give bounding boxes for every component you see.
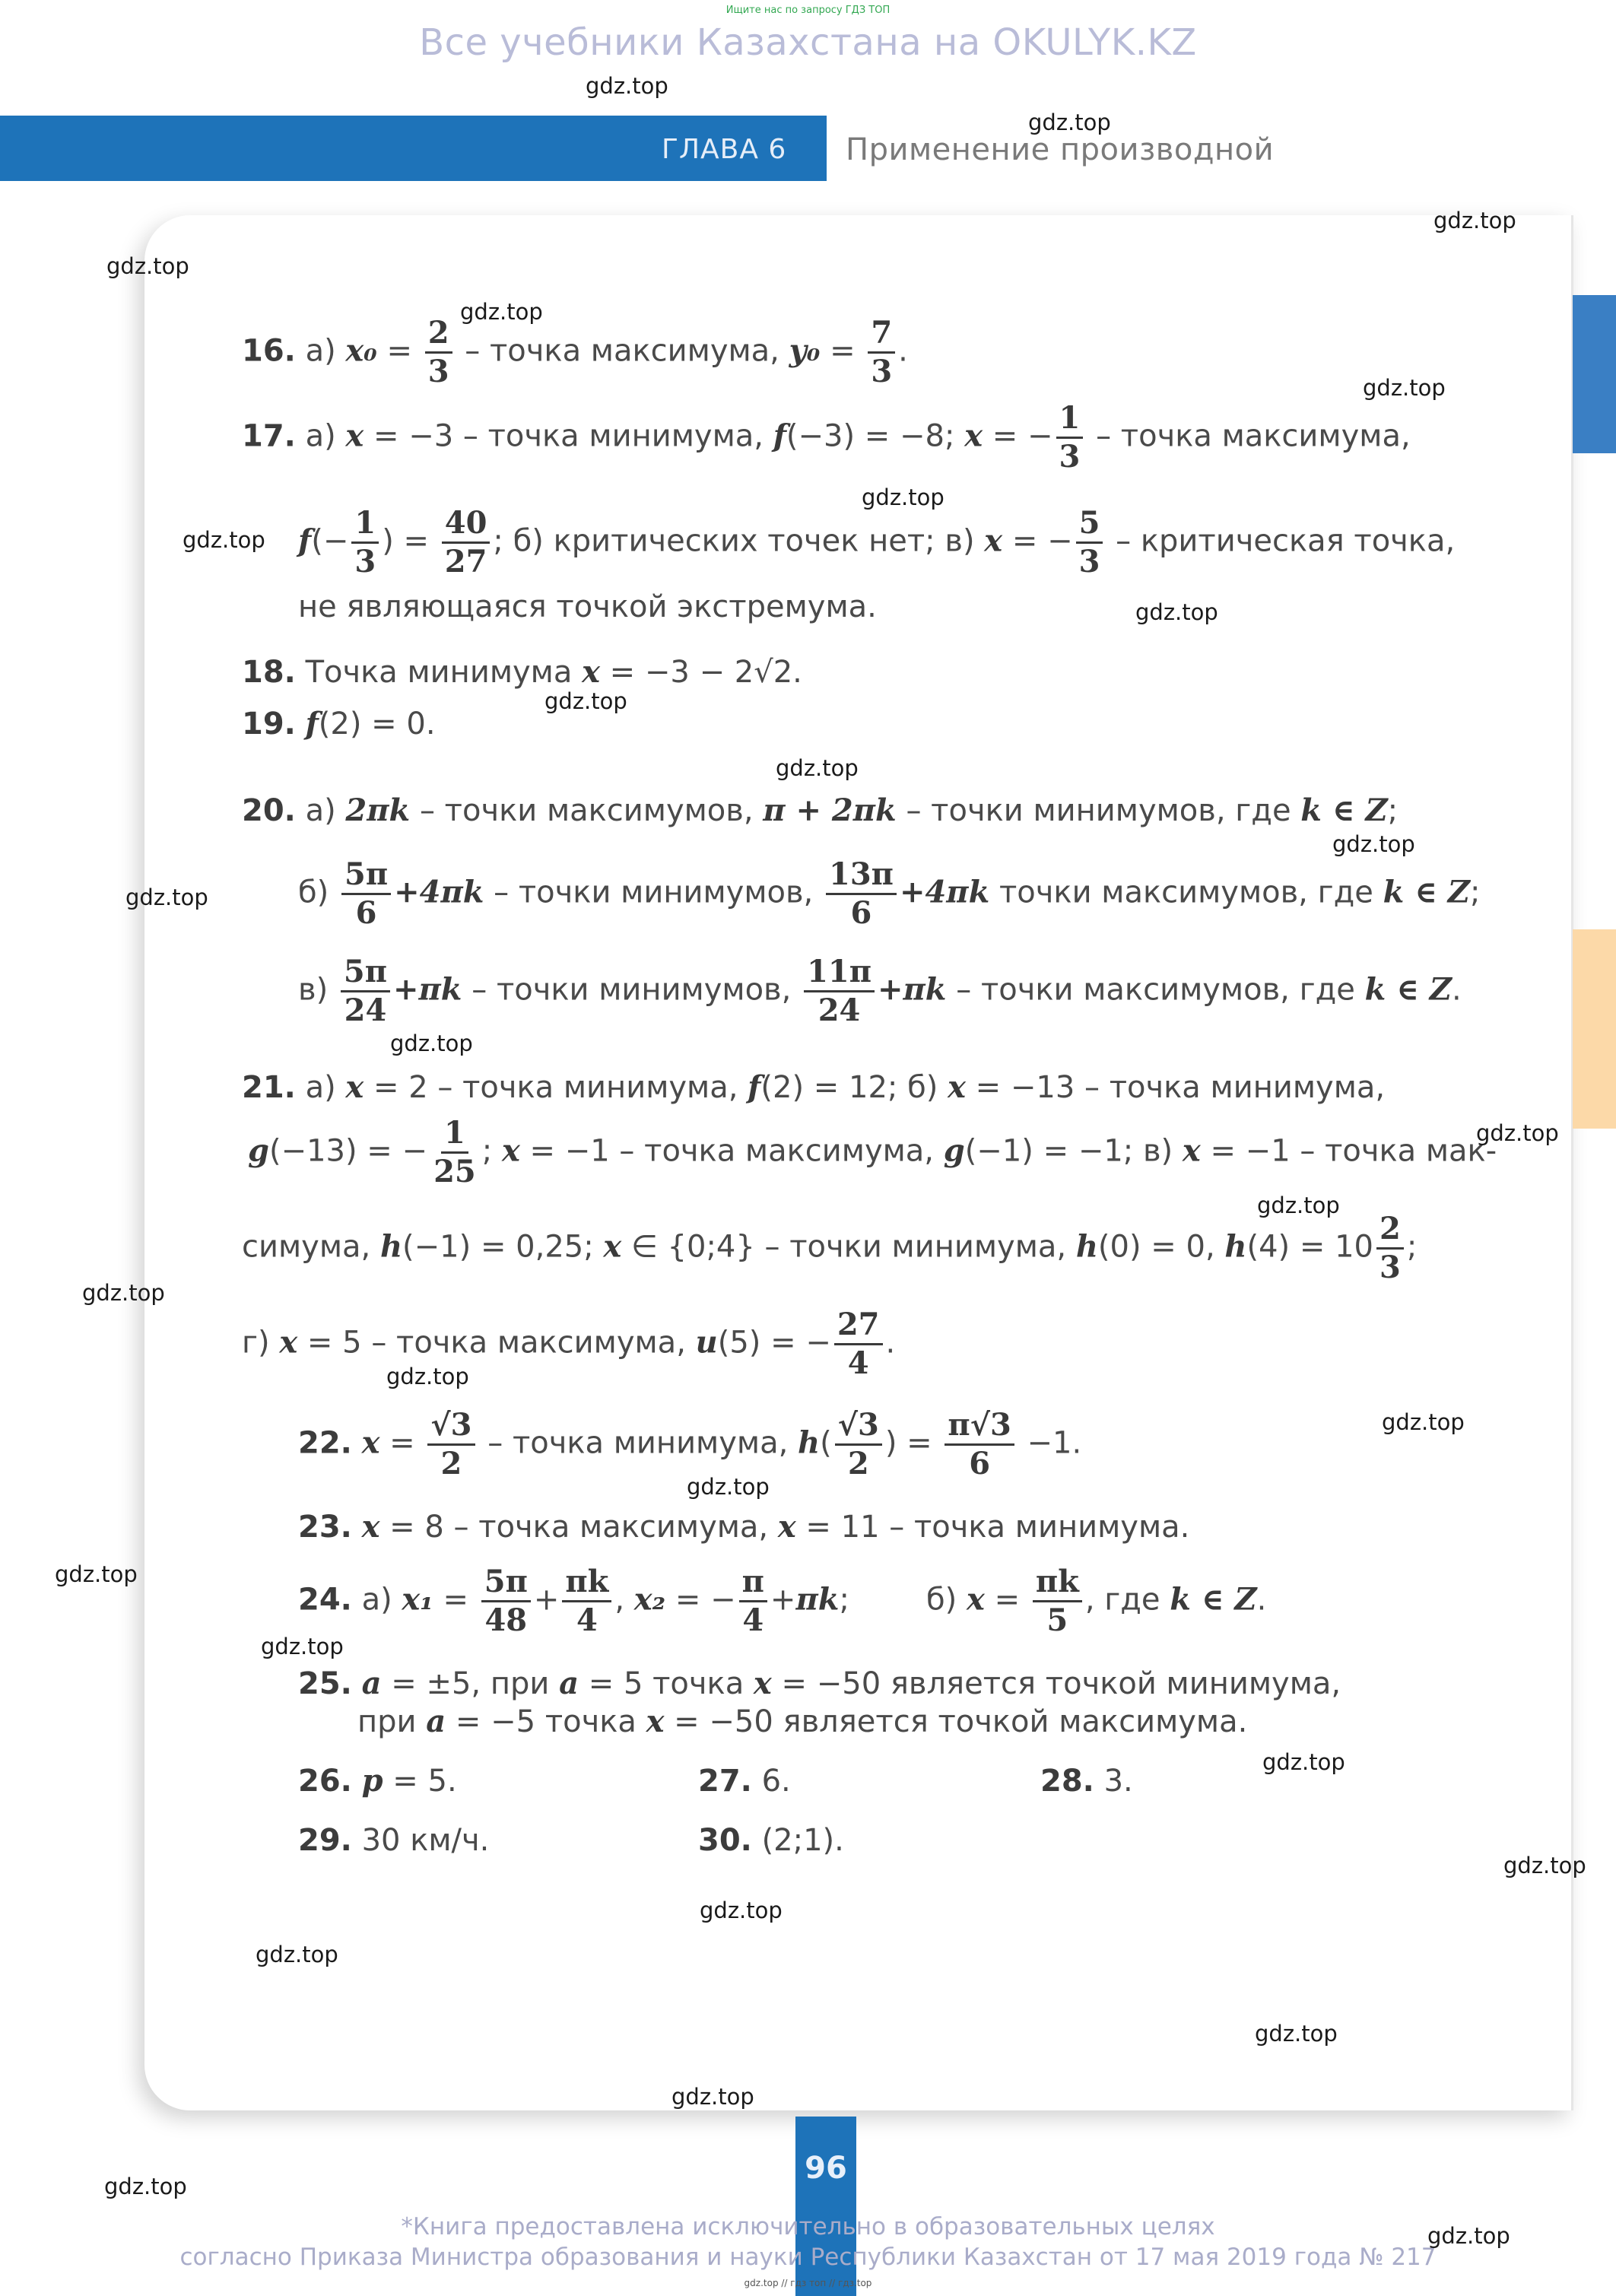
answer-25-line-1: 25. a = ±5, при a = 5 точка x = −50 является точкой минимума,	[298, 1666, 1341, 1701]
watermark: gdz.top	[1476, 1120, 1559, 1146]
watermark: gdz.top	[390, 1031, 473, 1056]
answer-20-line-2: б) $\frac{5\pi}{6}$ +4πk – точки минимумов, $\frac{13\pi}{6}$ +4πk точки максимумов, где k ∈ Z;	[298, 856, 1481, 931]
watermark: gdz.top	[125, 884, 208, 910]
answer-21-line-4: г) x = 5 – точка максимума, u(5) = − $\frac{27}{4}$ .	[242, 1307, 896, 1381]
watermark: gdz.top	[1028, 110, 1111, 135]
footer-line-1: *Книга предоставлена исключительно в образовательных целях	[401, 2213, 1215, 2240]
answer-24a: 24. а) x₁ = $\frac{5\pi}{48}$ + $\frac{\pi k}{4}$ , x₂ = − $\frac{\pi}{4}$ +πk;	[298, 1564, 849, 1638]
watermark: gdz.top	[1363, 375, 1446, 401]
watermark: gdz.top	[1382, 1409, 1465, 1435]
watermark: gdz.top	[776, 755, 859, 781]
watermark: gdz.top	[183, 527, 265, 553]
side-tab-blue	[1573, 295, 1616, 453]
answer-16: 16. а) x₀ = $\frac{2}{3}$ – точка максимума, y₀ = $\frac{7}{3}$ .	[242, 315, 908, 389]
answer-20-line-1: 20. а) 2πk – точки максимумов, π + 2πk – точки минимумов, где k ∈ Z;	[242, 792, 1399, 828]
footer-line-2: согласно Приказа Министра образования и науки Республики Казахстан от 17 мая 2019 года № 217	[179, 2244, 1437, 2271]
answer-24b: б) x = $\frac{\pi k}{5}$ , где k ∈ Z.	[926, 1564, 1267, 1638]
answer-19: 19. f(2) = 0.	[242, 706, 436, 742]
answer-21-line-2: g(−13) = − $\frac{1}{25}$ ; x = −1 – точка максимума, g(−1) = −1; в) x = −1 – точка мак-	[248, 1115, 1497, 1189]
answer-20-line-3: в) $\frac{5\pi}{24}$ +πk – точки минимумов, $\frac{11\pi}{24}$ +πk – точки максимумов, где k ∈ Z.	[298, 954, 1462, 1028]
answer-21-line-1: 21. а) x = 2 – точка минимума, f(2) = 12; б) x = −13 – точка минимума,	[242, 1069, 1386, 1105]
answer-25-line-2: при a = −5 точка x = −50 является точкой максимума.	[357, 1704, 1248, 1739]
answer-29: 29. 30 км/ч.	[298, 1823, 490, 1858]
watermark: gdz.top	[1433, 208, 1516, 233]
footer-line-3: gdz.top // гдз топ // гдз.top	[744, 2278, 872, 2288]
chapter-title: Применение производной	[846, 132, 1275, 167]
answer-22: 22. x = $\frac{√3}{2}$ – точка минимума, h( $\frac{√3}{2}$ ) = $\frac{\pi√3}{6}$ −1.	[298, 1407, 1082, 1481]
page-number: 96	[805, 2151, 847, 2186]
answer-28: 28. 3.	[1040, 1764, 1133, 1799]
side-tab-peach	[1573, 929, 1616, 1129]
watermark: gdz.top	[700, 1897, 783, 1923]
watermark: gdz.top	[386, 1364, 469, 1389]
site-banner[interactable]: Все учебники Казахстана на OKULYK.KZ	[419, 21, 1197, 64]
watermark: gdz.top	[1257, 1192, 1340, 1218]
watermark: gdz.top	[671, 2084, 754, 2110]
watermark: gdz.top	[1427, 2223, 1510, 2249]
answer-30: 30. (2;1).	[698, 1823, 844, 1858]
answer-17-line-2: f(− $\frac{1}{3}$ ) = $\frac{40}{27}$ ; б) критических точек нет; в) x = − $\frac{5}{3}$ – критическая точка,	[298, 505, 1456, 580]
answer-26: 26. p = 5.	[298, 1763, 457, 1799]
watermark: gdz.top	[586, 73, 668, 99]
watermark: gdz.top	[1503, 1853, 1586, 1878]
watermark: gdz.top	[1262, 1749, 1345, 1775]
watermark: gdz.top	[104, 2174, 187, 2199]
answer-21-line-3: симума, h(−1) = 0,25; x ∈ {0;4} – точки минимума, h(0) = 0, h(4) = 10 $\frac{2}{3}$ ;	[242, 1211, 1418, 1285]
watermark: gdz.top	[261, 1634, 344, 1659]
watermark: gdz.top	[544, 688, 627, 714]
answer-23: 23. x = 8 – точка максимума, x = 11 – точка минимума.	[298, 1509, 1190, 1545]
top-note: Ищите нас по запросу ГДЗ ТОП	[725, 5, 891, 16]
card-edge	[1571, 215, 1573, 2110]
answer-17-line-3: не являющаяся точкой экстремума.	[298, 589, 877, 624]
answer-18: 18. Точка минимума x = −3 − 2√2.	[242, 654, 802, 690]
watermark: gdz.top	[55, 1561, 138, 1587]
watermark: gdz.top	[1332, 831, 1415, 857]
watermark: gdz.top	[862, 484, 945, 510]
watermark: gdz.top	[1135, 599, 1218, 625]
answer-27: 27. 6.	[698, 1764, 791, 1799]
watermark: gdz.top	[256, 1942, 338, 1967]
answer-17-line-1: 17. а) x = −3 – точка минимума, f(−3) = −8; x = − $\frac{1}{3}$ – точка максимума,	[242, 400, 1411, 475]
watermark: gdz.top	[687, 1474, 770, 1500]
watermark: gdz.top	[82, 1280, 165, 1306]
watermark: gdz.top	[106, 253, 189, 279]
chapter-label: ГЛАВА 6	[662, 134, 787, 165]
watermark: gdz.top	[460, 299, 543, 325]
watermark: gdz.top	[1255, 2021, 1338, 2047]
